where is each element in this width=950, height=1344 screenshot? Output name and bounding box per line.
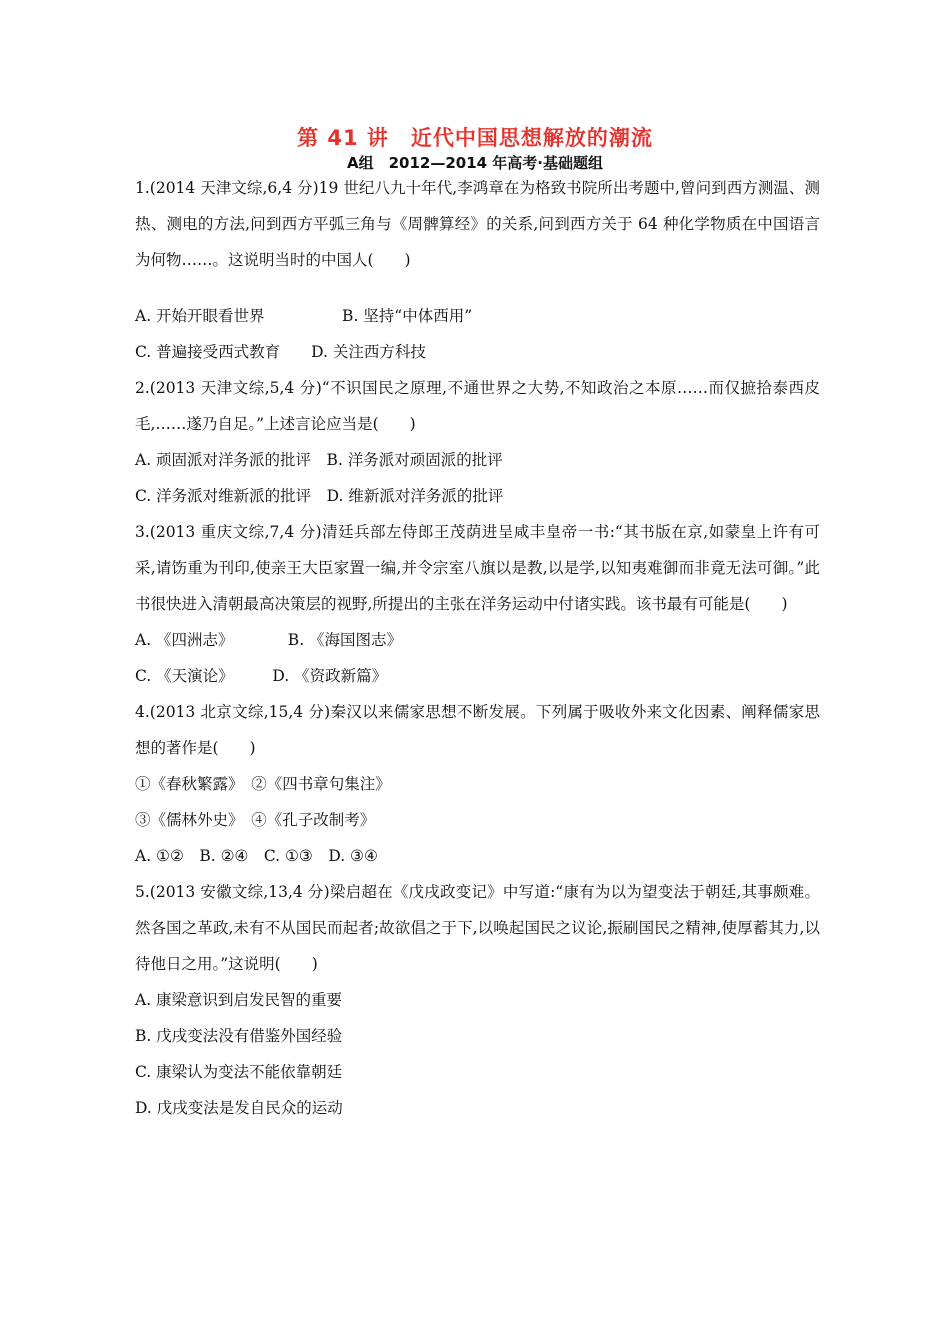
- question-stem: 2.(2013 天津文综,5,4 分)“不识国民之原理,不通世界之大势,不知政治之本原……而仅摭拾泰西皮毛,……遂乃自足。”上述言论应当是( ): [135, 379, 820, 433]
- option-line: C. 康梁认为变法不能依靠朝廷: [135, 1063, 343, 1081]
- section-subtitle: A组 2012—2014 年高考·基础题组: [346, 154, 604, 172]
- option-line: A. ①② B. ②④ C. ①③ D. ③④: [135, 847, 378, 865]
- option-line: ①《春秋繁露》 ②《四书章句集注》: [135, 775, 391, 793]
- question-list: [135, 170, 820, 1126]
- option-line: A. 开始开眼看世界 B. 坚持“中体西用”: [135, 307, 473, 325]
- page-title: 第 41 讲 近代中国思想解放的潮流: [297, 126, 653, 150]
- question-stem: 4.(2013 北京文综,15,4 分)秦汉以来儒家思想不断发展。下列属于吸收外来文化因素、阐释儒家思想的著作是( ): [135, 703, 820, 757]
- question-3: [135, 514, 820, 694]
- question-stem: 5.(2013 安徽文综,13,4 分)梁启超在《戊戌政变记》中写道:“康有为以为望变法于朝廷,其事颇难。然各国之革政,未有不从国民而起者;故欲倡之于下,以唤起国民之议论,振刷国民之精神,使厚蓄其力,以待他日之用。”这说明( ): [135, 883, 820, 973]
- question-5: [135, 874, 820, 1126]
- question-stem: 1.(2014 天津文综,6,4 分)19 世纪八九十年代,李鸿章在为格致书院所出考题中,曾问到西方测温、测热、测电的方法,问到西方平弧三角与《周髀算经》的关系,问到西方关于 64 种化学物质在中国语言为何物……。这说明当时的中国人( ): [135, 179, 820, 269]
- blank-gap: [135, 278, 820, 298]
- option-line: C. 普遍接受西式教育 D. 关注西方科技: [135, 343, 426, 361]
- option-line: C. 洋务派对维新派的批评 D. 维新派对洋务派的批评: [135, 487, 504, 505]
- option-line: ③《儒林外史》 ④《孔子改制考》: [135, 811, 376, 829]
- question-1: [135, 170, 820, 370]
- option-line: B. 戊戌变法没有借鉴外国经验: [135, 1027, 343, 1045]
- option-line: C. 《天演论》 D. 《资政新篇》: [135, 667, 388, 685]
- option-line: A. 顽固派对洋务派的批评 B. 洋务派对顽固派的批评: [135, 451, 503, 469]
- question-stem: 3.(2013 重庆文综,7,4 分)清廷兵部左侍郎王茂荫进呈咸丰皇帝一书:“其书版在京,如蒙皇上许有可采,请饬重为刊印,使亲王大臣家置一编,并令宗室八旗以是教,以是学,以知夷难御而非竟无法可御。”此书很快进入清朝最高决策层的视野,所提出的主张在洋务运动中付诸实践。该书最有可能是( ): [135, 523, 820, 613]
- option-line: A. 康梁意识到启发民智的重要: [135, 991, 343, 1009]
- option-line: A. 《四洲志》 B. 《海国图志》: [135, 631, 403, 649]
- question-2: [135, 370, 820, 514]
- option-line: D. 戊戌变法是发自民众的运动: [135, 1099, 343, 1117]
- question-4: [135, 694, 820, 874]
